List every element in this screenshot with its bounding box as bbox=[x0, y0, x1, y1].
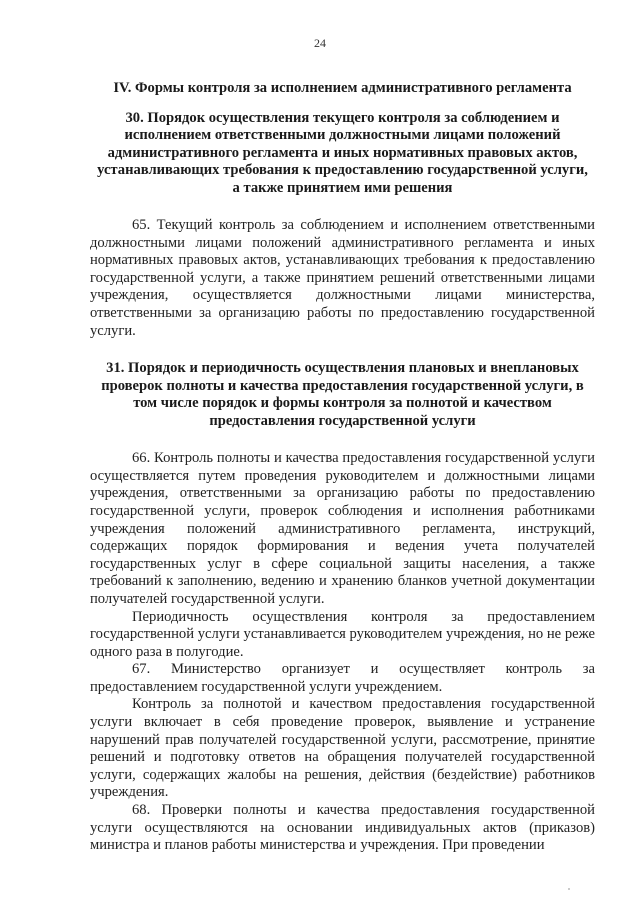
page-number: 24 bbox=[314, 36, 326, 50]
paragraph-66-periodicity: Периодичность осуществления контроля за предоставлением государственной услуги устанавливается руководителем учреждения, но не реже одного раза в полугодие. bbox=[90, 608, 595, 660]
document-body bbox=[90, 80, 595, 855]
paragraph-68: 68. Проверки полноты и качества предоставления государственной услуги осуществляются на основании индивидуальных актов (приказов) министра и планов работы министерства и учреждения. При проведении bbox=[90, 802, 595, 854]
subsection-heading-31: 31. Порядок и периодичность осуществления плановых и внеплановых проверок полноты и качества предоставления государственной услуги, в том числе порядок и формы контроля за полнотой и качеством предоставления государственной услуги bbox=[101, 360, 584, 429]
section-heading: IV. Формы контроля за исполнением административного регламента bbox=[113, 80, 572, 96]
subsection-heading-30: 30. Порядок осуществления текущего контроля за соблюдением и исполнением ответственными должностными лицами положений административного регламента и иных нормативных правовых актов, устанавливающих требования к предоставлению государственной услуги, а также принятием ими решения bbox=[97, 109, 588, 196]
paragraph-67-control: Контроль за полнотой и качеством предоставления государственной услуги включает в себя проведение проверок, выявление и устранение нарушений прав получателей государственной услуги, рассмотрение, принятие решений и подготовку ответов на обращения получателей государственной услуги, содержащих жалобы на решения, действия (бездействие) работников учреждения. bbox=[90, 696, 595, 801]
paragraph-66: 66. Контроль полноты и качества предоставления государственной услуги осуществляется путем проведения руководителем и должностными лицами учреждения, ответственными за организацию работы по предоставлению государственной услуги, проверок соблюдения и исполнения работниками учреждения положений административного регламента, инструкций, содержащих порядок формирования и ведения учета получателей государственных услуг в сфере социальной защиты населения, а также требований к заполнению, ведению и хранению бланков учетной документации получателей государственной услуги. bbox=[90, 450, 595, 607]
scan-speck bbox=[568, 888, 570, 890]
paragraph-67: 67. Министерство организует и осуществляет контроль за предоставлением государственной услуги учреждением. bbox=[90, 661, 595, 695]
paragraph-65: 65. Текущий контроль за соблюдением и исполнением ответственными должностными лицами положений административного регламента и иных нормативных правовых актов, устанавливающих требования к предоставлению государственной услуги, а также принятием решений ответственными лицами учреждения, осуществляется должностными лицами министерства, ответственными за организацию работы по предоставлению государственной услуги. bbox=[90, 217, 595, 339]
